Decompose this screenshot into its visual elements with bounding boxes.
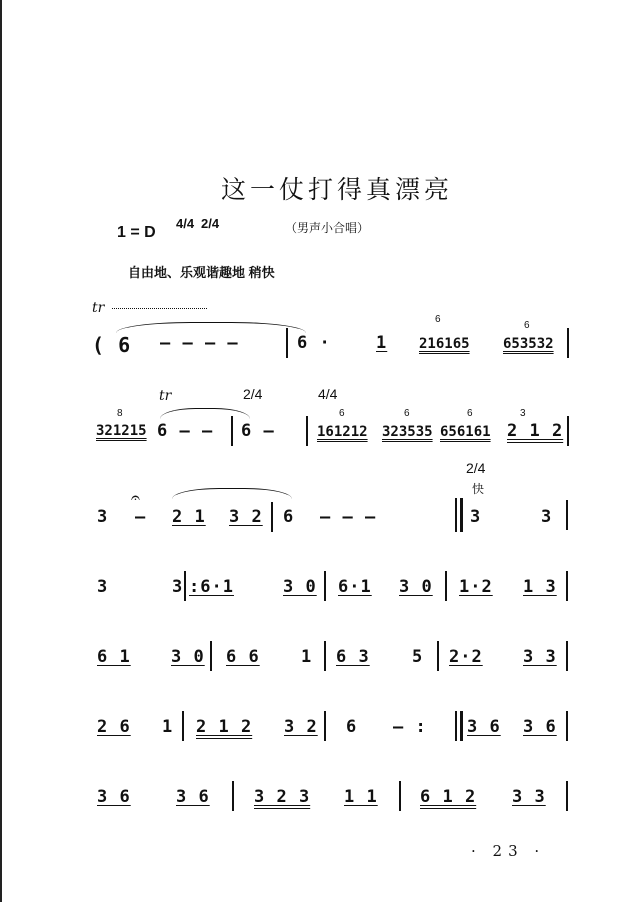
barline — [437, 641, 439, 671]
notes: 3 — [470, 507, 482, 527]
barline — [271, 502, 273, 532]
notes: 3 3 — [523, 647, 557, 667]
page-edge — [0, 0, 2, 902]
notes: — — — — — [160, 333, 239, 353]
repeat-barline — [460, 711, 463, 741]
trill-mark: tr — [92, 300, 105, 316]
notes: 3 — [97, 577, 109, 597]
notes: 6 1 — [97, 647, 131, 667]
barline — [232, 781, 234, 811]
slur-label: 6 — [524, 320, 530, 331]
notes: 3 6 — [467, 717, 501, 737]
notes: 3 6 — [176, 787, 210, 807]
notes: 3 6 — [523, 717, 557, 737]
barline — [306, 416, 308, 446]
notes: 1 — [301, 647, 313, 667]
notes: — — [135, 507, 147, 527]
notes: 3 — [97, 507, 109, 527]
trill-line — [112, 308, 207, 309]
notes: 3 2 3 — [254, 787, 311, 807]
notes: 2 1 2 — [507, 421, 564, 441]
barline — [566, 641, 568, 671]
double-barline — [460, 498, 463, 532]
repeat-barline — [184, 571, 186, 601]
notes: 3 — [172, 577, 184, 597]
barline — [566, 500, 568, 530]
notes: — — — — [320, 507, 377, 527]
barline — [324, 571, 326, 601]
slur-label: 6 — [404, 408, 410, 419]
barline — [231, 416, 233, 446]
barline — [567, 416, 569, 446]
barline — [182, 711, 184, 741]
notes: 6 3 — [336, 647, 370, 667]
slur — [116, 322, 306, 333]
barline — [324, 711, 326, 741]
notes: 6 — [283, 507, 295, 527]
notes: 3 — [541, 507, 553, 527]
double-barline — [455, 498, 457, 532]
slur-label: 8 — [117, 408, 123, 419]
barline — [324, 641, 326, 671]
notes: 6 6 — [226, 647, 260, 667]
notes: 6 — — [241, 421, 275, 441]
barline — [445, 571, 447, 601]
notes: 3 0 — [399, 577, 433, 597]
repeat-barline — [455, 711, 457, 741]
notes: 6 1 2 — [420, 787, 477, 807]
notes: 5 — [412, 647, 424, 667]
barline — [566, 571, 568, 601]
notes: 3 6 — [97, 787, 131, 807]
barline — [567, 328, 569, 358]
slur-label: 6 — [467, 408, 473, 419]
slur-label: 6 — [435, 314, 441, 325]
notes: 656161 — [440, 424, 491, 440]
barline — [399, 781, 401, 811]
notes: 321215 — [96, 423, 147, 439]
meter-change: 4/4 — [318, 386, 338, 402]
notes: ( 6 — [92, 333, 132, 357]
notes: 1·2 — [459, 577, 493, 597]
meter-change: 2/4 — [243, 386, 263, 402]
meter-four-four: 4/4 — [176, 216, 195, 231]
notes: 6 — [346, 717, 358, 737]
notes: 6·1 — [338, 577, 372, 597]
barline — [566, 711, 568, 741]
notes: 2 6 — [97, 717, 131, 737]
notes: 1 1 — [344, 787, 378, 807]
notes: 653532 — [503, 336, 554, 352]
slur — [160, 408, 250, 419]
meter-two-four: 2/4 — [201, 216, 220, 231]
song-title: 这一仗打得真漂亮 — [221, 175, 454, 204]
notes: 3 3 — [512, 787, 546, 807]
notes: 3 2 — [284, 717, 318, 737]
notes: 6 · — [297, 333, 331, 353]
trill-mark: tr — [159, 388, 172, 404]
notes: 323535 — [382, 424, 433, 440]
notes: 1 — [162, 717, 174, 737]
fermata-icon: 𝄐 — [131, 490, 140, 507]
notes: 161212 — [317, 424, 368, 440]
barline — [210, 641, 212, 671]
notes: 2 1 — [172, 507, 206, 527]
slur — [172, 488, 292, 499]
key-signature: 1 = D — [117, 224, 156, 241]
performance-note: （男声小合唱） — [285, 221, 370, 235]
slur-label: 6 — [339, 408, 345, 419]
notes: 1 — [376, 333, 388, 353]
notes: 2 1 2 — [196, 717, 253, 737]
notes: — : — [393, 717, 427, 737]
tempo-fast: 快 — [472, 482, 485, 496]
barline — [286, 328, 288, 358]
notes: 3 2 — [229, 507, 263, 527]
meter-change: 2/4 — [466, 460, 486, 476]
page-number: · 23 · — [471, 842, 546, 860]
notes: 3 0 — [171, 647, 205, 667]
slur-label: 3 — [520, 408, 526, 419]
tempo-marking: 自由地、乐观谐趣地 稍快 — [128, 265, 275, 280]
notes: 1 3 — [523, 577, 557, 597]
notes: 6 — — — [157, 421, 214, 441]
barline — [566, 781, 568, 811]
notes: 3 0 — [283, 577, 317, 597]
notes: 216165 — [419, 336, 470, 352]
notes: 2·2 — [449, 647, 483, 667]
notes: :6·1 — [189, 577, 234, 597]
